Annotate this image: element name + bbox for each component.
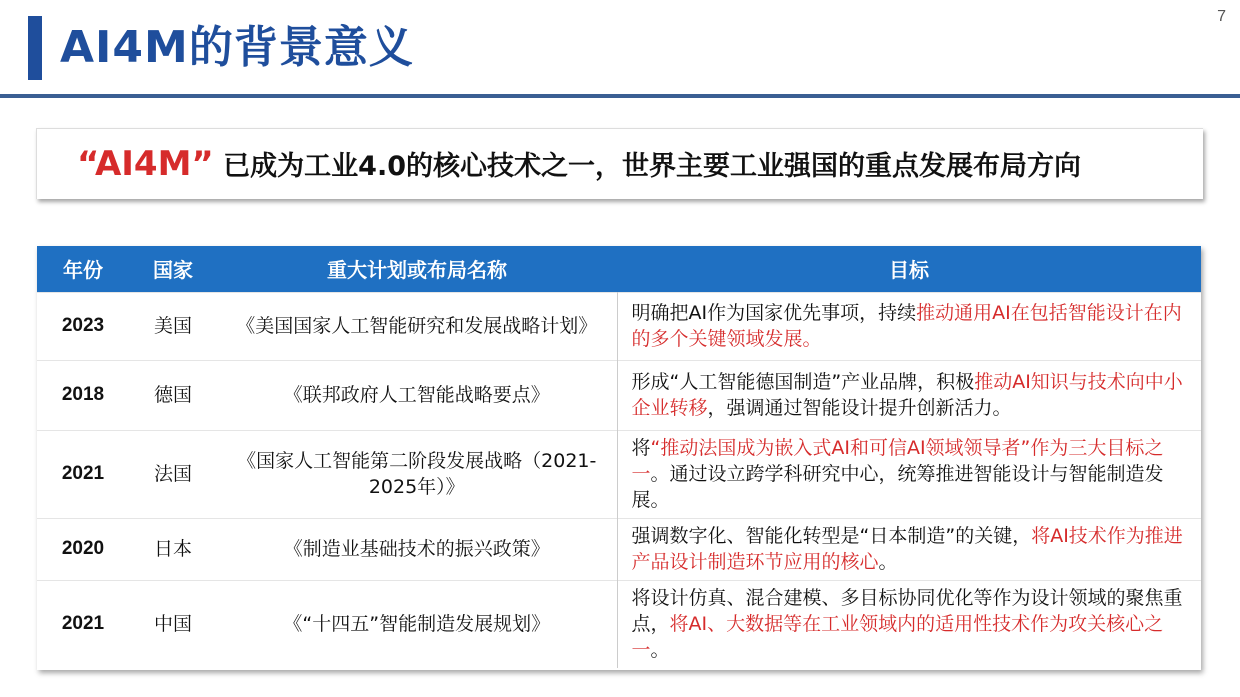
goal-highlight: 将AI技术作为推进产品设计制造环节应用的核心	[631, 525, 1183, 573]
table-row	[37, 360, 1201, 430]
header-plan: 重大计划或布局名称	[327, 258, 507, 283]
row-plan: 《联邦政府人工智能战略要点》	[217, 360, 617, 430]
goal-highlight: “推动法国成为嵌入式AI和可信AI领域领导者”作为三大目标之一	[631, 437, 1164, 485]
table-row	[37, 292, 1201, 360]
policy-table	[37, 246, 1201, 670]
row-goal	[617, 360, 1201, 430]
subtitle-box	[36, 128, 1203, 199]
header-country: 国家	[153, 258, 193, 283]
row-plan: 《美国国家人工智能研究和发展战略计划》	[217, 292, 617, 360]
goal-segment: 。	[650, 639, 670, 662]
slide-title: AI4M的背景意义	[60, 22, 414, 73]
page-number: 7	[1217, 8, 1226, 25]
table-row	[37, 430, 1201, 518]
goal-highlight: 将AI、大数据等在工业领域内的适用性技术作为攻关核心之一	[631, 613, 1164, 662]
subtitle	[77, 129, 1081, 199]
row-year: 2023	[37, 292, 129, 360]
table-header-row	[37, 246, 1201, 292]
goal-highlight: 推动通用AI在包括智能设计在内的多个关键领域发展。	[631, 302, 1182, 350]
row-year: 2021	[37, 430, 129, 518]
table-row	[37, 518, 1201, 580]
row-year: 2021	[37, 580, 129, 668]
row-plan: 《国家人工智能第二阶段发展战略（2021-2025年）》	[217, 430, 617, 518]
header-goal: 目标	[889, 258, 929, 283]
row-goal	[617, 518, 1201, 580]
subtitle-text: 已成为工业4.0的核心技术之一，世界主要工业强国的重点发展布局方向	[223, 151, 1082, 182]
row-year: 2018	[37, 360, 129, 430]
goal-segment: 。	[878, 551, 898, 573]
row-goal	[617, 430, 1201, 518]
goal-segment: 。通过设立跨学科研究中心，统筹推进智能设计与智能制造发展。	[631, 463, 1164, 511]
row-country: 中国	[129, 580, 217, 668]
goal-segment: 将	[631, 437, 651, 459]
row-plan: 《制造业基础技术的振兴政策》	[217, 518, 617, 580]
goal-segment: 形成“人工智能德国制造”产业品牌，积极	[631, 371, 975, 393]
table-row	[37, 580, 1201, 668]
goal-segment: 强调数字化、智能化转型是“日本制造”的关键，	[631, 525, 1032, 547]
row-plan: 《“十四五”智能制造发展规划》	[217, 580, 617, 668]
title-accent-bar	[28, 16, 42, 80]
goal-segment: 明确把AI作为国家优先事项，持续	[631, 302, 917, 324]
goal-segment: ，强调通过智能设计提升创新活力。	[707, 397, 1012, 419]
row-year: 2020	[37, 518, 129, 580]
goal-segment: 将设计仿真、混合建模、多目标协同优化等作为设计领域的聚焦重点，	[631, 587, 1183, 636]
subtitle-highlight: “AI4M”	[77, 144, 214, 184]
goal-highlight: 推动AI知识与技术向中小企业转移	[631, 371, 1183, 419]
header-year: 年份	[63, 258, 103, 283]
row-country: 德国	[129, 360, 217, 430]
row-country: 日本	[129, 518, 217, 580]
title-divider	[0, 94, 1240, 98]
row-country: 美国	[129, 292, 217, 360]
row-goal	[617, 292, 1201, 360]
row-country: 法国	[129, 430, 217, 518]
row-goal	[617, 580, 1201, 668]
